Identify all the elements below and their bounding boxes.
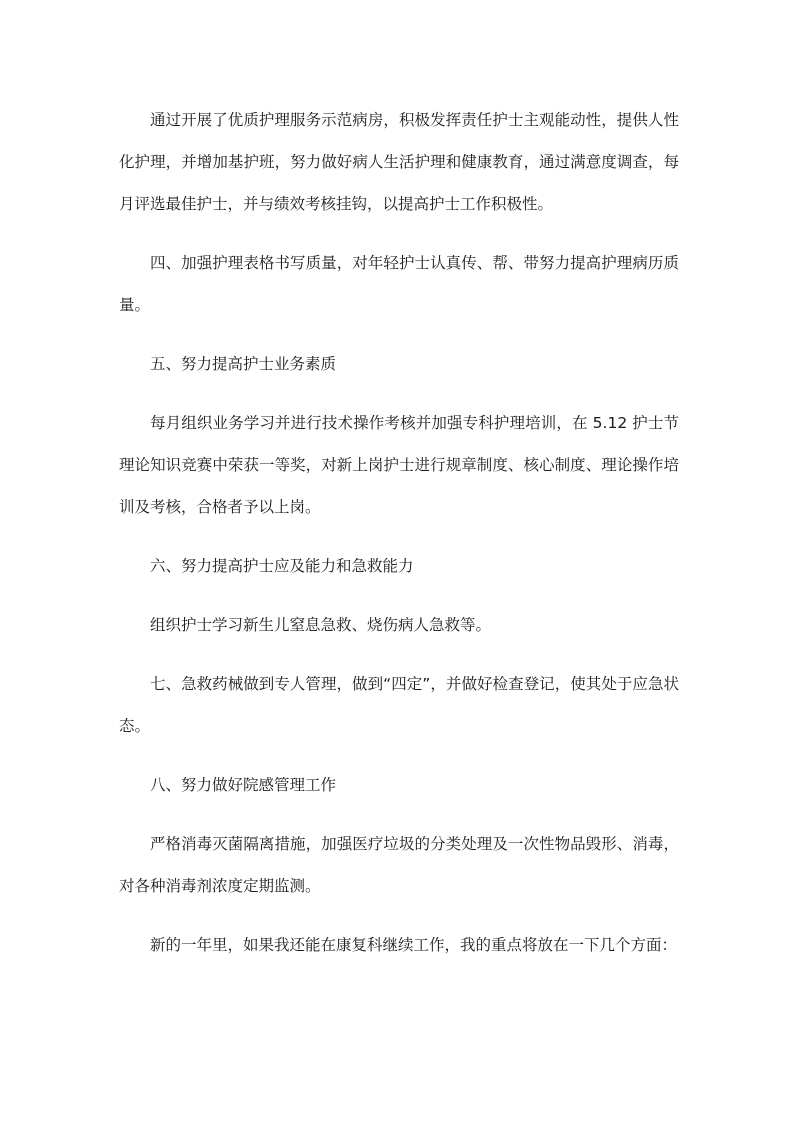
section-eight-heading: 八、努力做好院感管理工作: [150, 776, 337, 794]
section-four-heading: 四、加强护理表格书写质量，对年轻护士认真传、帮、带努力提高护理病历质量。: [119, 254, 679, 314]
paragraph-disinfection: 严格消毒灭菌隔离措施，加强医疗垃圾的分类处理及一次性物品毁形、消毒，对各种消毒剂浓度定期监测。: [119, 835, 679, 895]
paragraph-quality-nursing: 通过开展了优质护理服务示范病房，积极发挥责任护士主观能动性，提供人性化护理，并增加基护班，努力做好病人生活护理和健康教育，通过满意度调查，每月评选最佳护士，并与绩效考核挂钩，以提高护士工作积极性。: [119, 111, 679, 213]
paragraph-first-aid: 组织护士学习新生儿窒息急救、烧伤病人急救等。: [150, 616, 492, 634]
document-body: [119, 99, 679, 983]
section-seven-heading: 七、急救药械做到专人管理，做到“四定”，并做好检查登记，使其处于应急状态。: [119, 675, 679, 735]
section-six-heading: 六、努力提高护士应及能力和急救能力: [150, 557, 414, 575]
paragraph-new-year: 新的一年里，如果我还能在康复科继续工作，我的重点将放在一下几个方面：: [150, 936, 678, 954]
section-five-heading: 五、努力提高护士业务素质: [150, 355, 337, 373]
paragraph-training: 每月组织业务学习并进行技术操作考核并加强专科护理培训，在 5.12 护士节理论知识竞赛中荣获一等奖，对新上岗护士进行规章制度、核心制度、理论操作培训及考核，合格者予以上岗。: [119, 414, 679, 516]
